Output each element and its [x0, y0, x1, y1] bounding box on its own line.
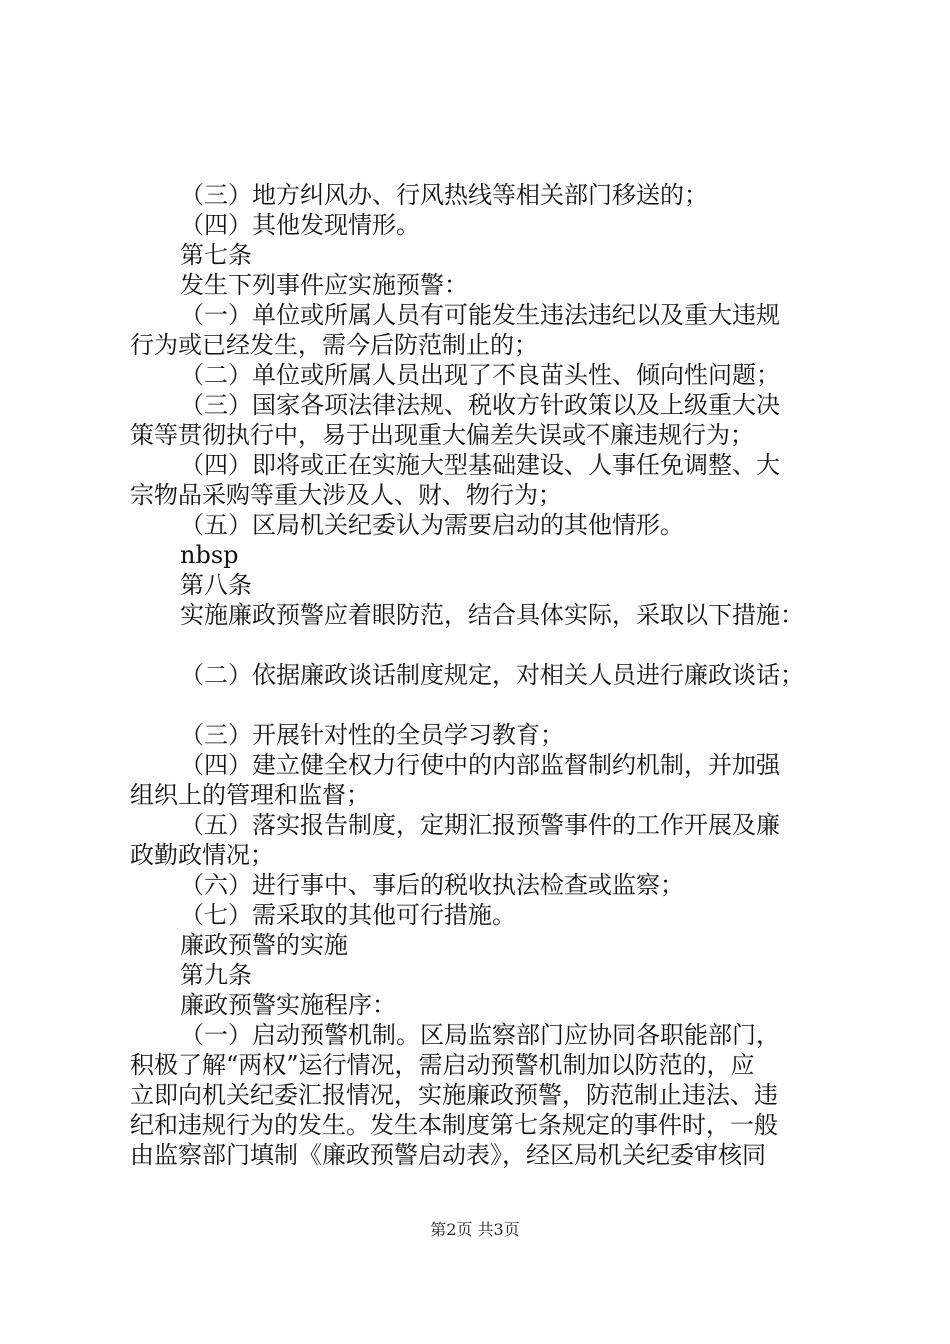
text-line: （一）启动预警机制。区局监察部门应协同各职能部门，	[180, 1021, 780, 1049]
text-line: 发生下列事件应实施预警：	[180, 271, 468, 299]
text-line: 廉政预警的实施	[180, 931, 348, 959]
text-line: 由监察部门填制《廉政预警启动表》，经区局机关纪委审核同	[130, 1141, 766, 1169]
page-footer: 第2页 共3页	[430, 1220, 520, 1239]
text-line: （七）需采取的其他可行措施。	[180, 901, 516, 929]
text-line: （五）区局机关纪委认为需要启动的其他情形。	[180, 511, 684, 539]
text-line: nbsp	[180, 541, 239, 569]
text-line: 廉政预警实施程序：	[180, 991, 396, 1019]
text-line: （二）单位或所属人员出现了不良苗头性、倾向性问题；	[180, 361, 780, 389]
text-line: （三）地方纠风办、行风热线等相关部门移送的；	[180, 181, 708, 209]
text-line: （三）开展针对性的全员学习教育；	[180, 721, 564, 749]
text-line: （三）国家各项法律法规、税收方针政策以及上级重大决	[180, 391, 780, 419]
text-line: 第七条	[180, 241, 252, 269]
text-line: 组织上的管理和监督；	[130, 781, 370, 809]
text-line: 第八条	[180, 571, 252, 599]
text-line: 立即向机关纪委汇报情况，实施廉政预警，防范制止违法、违	[130, 1081, 778, 1109]
text-line: 实施廉政预警应着眼防范，结合具体实际，采取以下措施：	[180, 601, 804, 629]
text-line: （二）依据廉政谈话制度规定，对相关人员进行廉政谈话；	[180, 661, 804, 689]
text-line: （五）落实报告制度，定期汇报预警事件的工作开展及廉	[180, 811, 780, 839]
text-line: （四）其他发现情形。	[180, 211, 420, 239]
text-line: 策等贯彻执行中，易于出现重大偏差失误或不廉违规行为；	[130, 421, 754, 449]
text-line: 第九条	[180, 961, 252, 989]
text-line: （四）即将或正在实施大型基础建设、人事任免调整、大	[180, 451, 780, 479]
text-line: （六）进行事中、事后的税收执法检查或监察；	[180, 871, 684, 899]
text-line: 宗物品采购等重大涉及人、财、物行为；	[130, 481, 562, 509]
text-line: 政勤政情况；	[130, 841, 274, 869]
text-line: 行为或已经发生，需今后防范制止的；	[130, 331, 538, 359]
text-line: 纪和违规行为的发生。发生本制度第七条规定的事件时，一般	[130, 1111, 778, 1139]
text-line: （一）单位或所属人员有可能发生违法违纪以及重大违规	[180, 301, 780, 329]
text-line: 积极了解“两权”运行情况，需启动预警机制加以防范的，应	[130, 1051, 755, 1079]
text-line: （四）建立健全权力行使中的内部监督制约机制，并加强	[180, 751, 780, 779]
